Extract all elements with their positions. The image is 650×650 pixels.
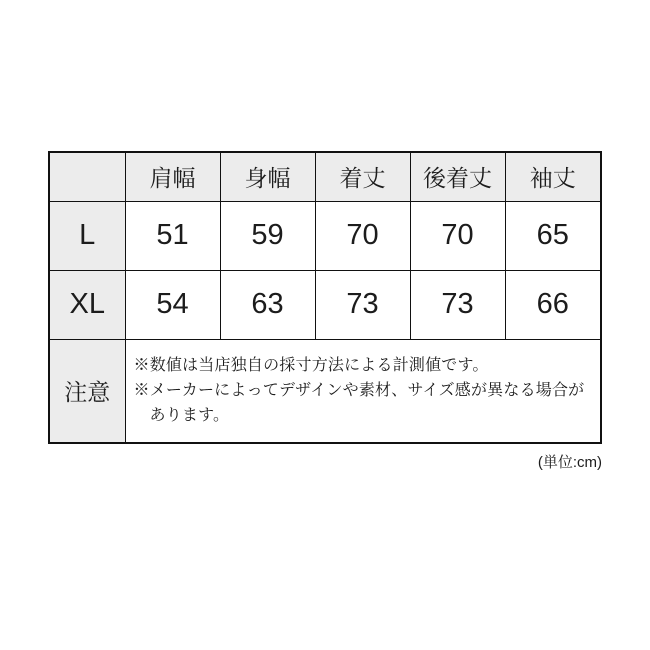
- size-chart-table: [48, 151, 602, 444]
- col-header-length: 着丈: [315, 152, 410, 201]
- notes-text: [134, 353, 589, 428]
- value-xl-length: 73: [315, 270, 410, 339]
- value-xl-shoulder-width: 54: [125, 270, 220, 339]
- unit-label: (単位:cm): [537, 454, 602, 471]
- notes-row: [49, 339, 601, 443]
- size-row-l: [49, 201, 601, 270]
- col-header-back-length: 後着丈: [410, 152, 505, 201]
- notes-cell: [125, 339, 601, 443]
- value-l-length: 70: [315, 201, 410, 270]
- col-header-shoulder-width: 肩幅: [125, 152, 220, 201]
- note-line-maker: ※メーカーによってデザインや素材、サイズ感が異なる場合があります。: [133, 382, 585, 425]
- size-label-l: L: [49, 201, 125, 270]
- size-label-xl: XL: [49, 270, 125, 339]
- value-xl-back-length: 73: [410, 270, 505, 339]
- value-l-back-length: 70: [410, 201, 505, 270]
- corner-cell: [49, 152, 125, 201]
- value-xl-sleeve-length: 66: [505, 270, 601, 339]
- note-line-measurement: ※数値は当店独自の採寸方法による計測値です。: [133, 357, 489, 375]
- value-xl-body-width: 63: [220, 270, 315, 339]
- value-l-body-width: 59: [220, 201, 315, 270]
- header-row: [49, 152, 601, 201]
- col-header-body-width: 身幅: [220, 152, 315, 201]
- notes-label: 注意: [49, 339, 125, 443]
- col-header-sleeve-length: 袖丈: [505, 152, 601, 201]
- value-l-shoulder-width: 51: [125, 201, 220, 270]
- value-l-sleeve-length: 65: [505, 201, 601, 270]
- size-row-xl: [49, 270, 601, 339]
